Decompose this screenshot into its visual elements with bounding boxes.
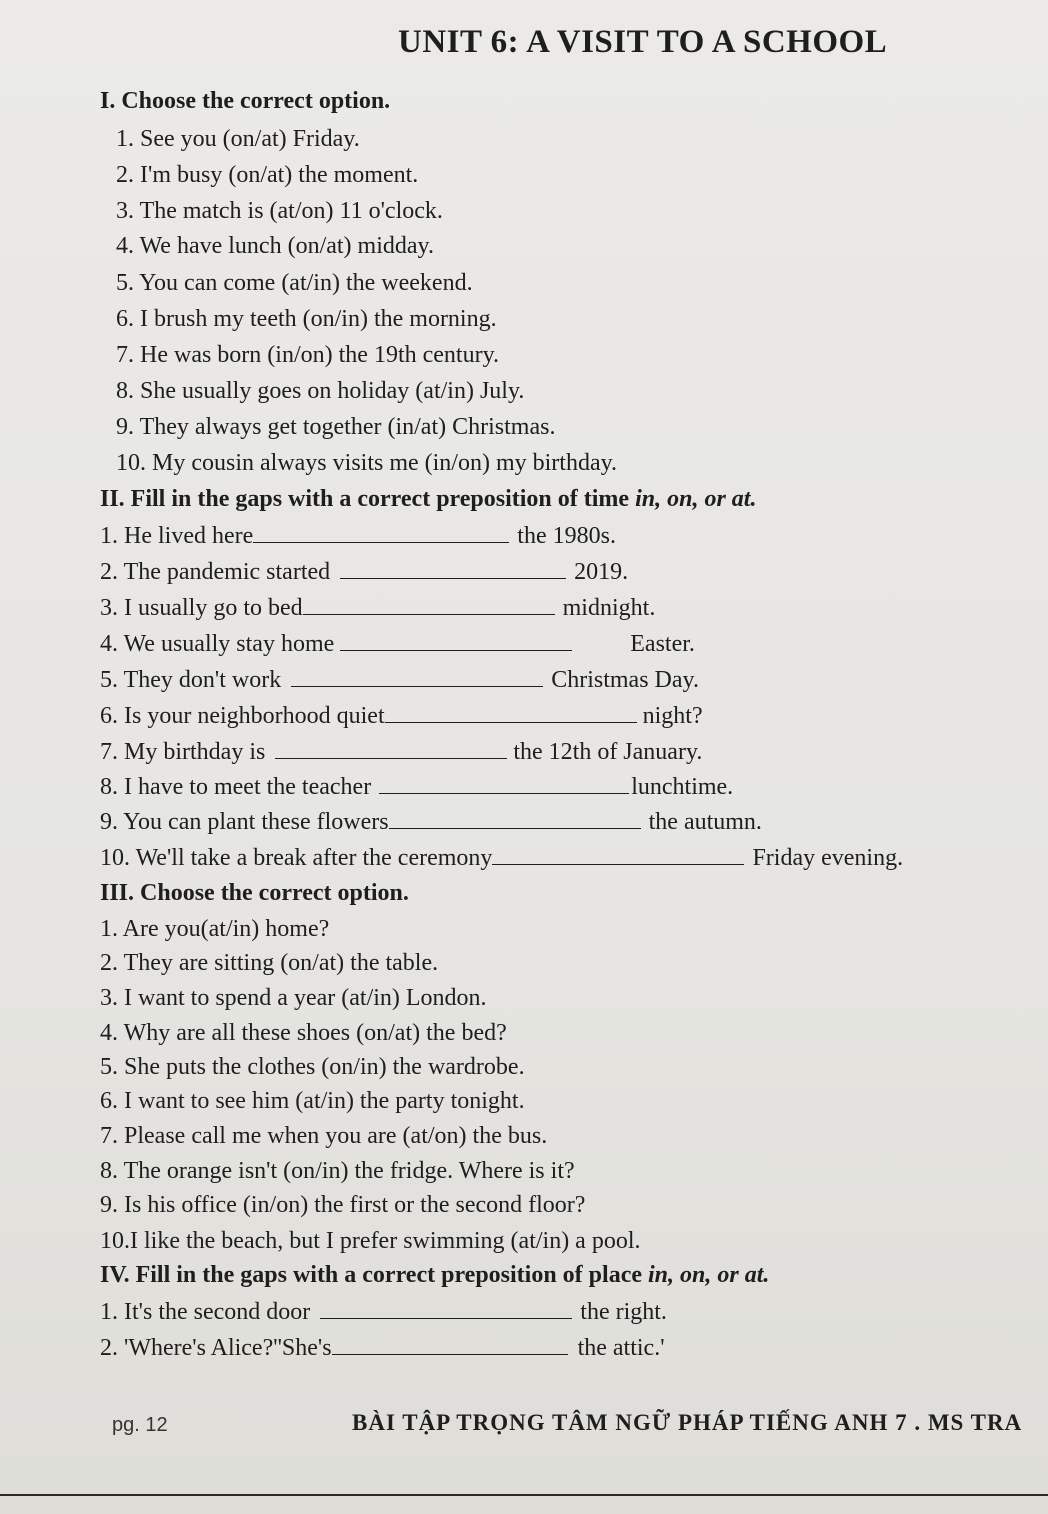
s2-item-8-after: lunchtime. <box>631 774 734 800</box>
s1-item-10: 10. My cousin always visits me (in/on) my birthday. <box>116 450 618 476</box>
s4-item-1-after: the right. <box>580 1299 667 1325</box>
s2-item-1 <box>100 520 616 551</box>
s2-item-7-blank[interactable] <box>275 736 507 759</box>
s4-item-1 <box>100 1296 667 1327</box>
s1-item-1: 1. See you (on/at) Friday. <box>116 126 360 152</box>
s2-item-4-after: Easter. <box>630 631 695 657</box>
s2-item-9-blank[interactable] <box>389 806 641 829</box>
s2-item-1-blank[interactable] <box>253 520 509 543</box>
s2-item-9 <box>100 806 762 837</box>
s2-item-4-blank[interactable] <box>340 628 572 651</box>
s2-item-8 <box>100 771 733 802</box>
s3-item-4: 4. Why are all these shoes (on/at) the bed? <box>100 1020 507 1046</box>
s1-item-9: 9. They always get together (in/at) Christmas. <box>116 414 556 440</box>
s2-item-4 <box>100 628 695 659</box>
s2-item-5-blank[interactable] <box>291 664 543 687</box>
s2-item-10-after: Friday evening. <box>752 845 904 871</box>
s2-item-2-blank[interactable] <box>340 556 566 579</box>
s1-item-6: 6. I brush my teeth (on/in) the morning. <box>116 306 497 332</box>
s3-item-6: 6. I want to see him (at/in) the party tonight. <box>100 1088 525 1114</box>
section-2-heading <box>100 484 756 514</box>
s3-item-5: 5. She puts the clothes (on/in) the wardrobe. <box>100 1054 525 1080</box>
s1-item-5: 5. You can come (at/in) the weekend. <box>116 270 473 296</box>
s3-item-2: 2. They are sitting (on/at) the table. <box>100 950 439 976</box>
s2-item-1-after: the 1980s. <box>517 523 616 549</box>
s2-item-2-after: 2019. <box>574 559 629 585</box>
s3-item-9: 9. Is his office (in/on) the first or the second floor? <box>100 1192 586 1218</box>
s2-item-7 <box>100 736 702 767</box>
s2-item-4-before: 4. We usually stay home <box>100 631 335 657</box>
s2-item-8-blank[interactable] <box>379 771 629 794</box>
s4-item-2-after: the attic.' <box>577 1335 665 1361</box>
s2-item-3-before: 3. I usually go to bed <box>100 595 303 621</box>
page-number: pg. 12 <box>112 1414 168 1436</box>
s2-item-3-blank[interactable] <box>303 592 555 615</box>
s2-item-1-before: 1. He lived here <box>100 523 254 549</box>
s2-item-7-before: 7. My birthday is <box>100 739 266 765</box>
page-title: UNIT 6: A VISIT TO A SCHOOL <box>398 24 888 60</box>
s2-item-10-blank[interactable] <box>492 842 744 865</box>
s3-item-3: 3. I want to spend a year (at/in) London. <box>100 985 487 1011</box>
s2-item-7-after: the 12th of January. <box>513 739 703 765</box>
s3-item-8: 8. The orange isn't (on/in) the fridge. Where is it? <box>100 1158 575 1184</box>
s3-item-1: 1. Are you(at/in) home? <box>100 916 330 942</box>
section-4-heading-options: in, on, or at. <box>648 1262 770 1288</box>
s2-item-10 <box>100 842 903 873</box>
s1-item-3: 3. The match is (at/on) 11 o'clock. <box>116 198 443 224</box>
s2-item-5-after: Christmas Day. <box>551 667 699 693</box>
s2-item-6-before: 6. Is your neighborhood quiet <box>100 703 385 729</box>
section-4-heading <box>100 1260 769 1290</box>
s3-item-10: 10.I like the beach, but I prefer swimming (at/in) a pool. <box>100 1228 641 1254</box>
s2-item-5-before: 5. They don't work <box>100 667 282 693</box>
section-2-heading-options: in, on, or at. <box>635 486 757 512</box>
footer-book-title: BÀI TẬP TRỌNG TÂM NGỮ PHÁP TIẾNG ANH 7 . MS TRA <box>352 1410 1023 1435</box>
s4-item-1-blank[interactable] <box>320 1296 572 1319</box>
section-1-heading: I. Choose the correct option. <box>100 88 391 114</box>
s2-item-2 <box>100 556 628 587</box>
s2-item-2-before: 2. The pandemic started <box>100 559 331 585</box>
s3-item-7: 7. Please call me when you are (at/on) the bus. <box>100 1123 548 1149</box>
s4-item-2-before: 2. 'Where's Alice?''She's <box>100 1335 332 1361</box>
s4-item-2-blank[interactable] <box>332 1332 568 1355</box>
section-2-heading-text: II. Fill in the gaps with a correct preposition of time <box>100 486 636 512</box>
s1-item-8: 8. She usually goes on holiday (at/in) July. <box>116 378 525 404</box>
s2-item-5 <box>100 664 699 695</box>
section-3-heading: III. Choose the correct option. <box>100 880 409 906</box>
s2-item-6 <box>100 700 703 731</box>
s1-item-7: 7. He was born (in/on) the 19th century. <box>116 342 500 368</box>
s2-item-3-after: midnight. <box>562 595 656 621</box>
s2-item-8-before: 8. I have to meet the teacher <box>100 774 372 800</box>
s2-item-3 <box>100 592 655 623</box>
s1-item-2: 2. I'm busy (on/at) the moment. <box>116 162 419 188</box>
s2-item-9-after: the autumn. <box>648 809 762 835</box>
section-4-heading-text: IV. Fill in the gaps with a correct preposition of place <box>100 1262 648 1288</box>
s4-item-2 <box>100 1332 665 1363</box>
s1-item-4: 4. We have lunch (on/at) midday. <box>116 233 434 259</box>
s4-item-1-before: 1. It's the second door <box>100 1299 311 1325</box>
s2-item-6-blank[interactable] <box>385 700 637 723</box>
footer-divider <box>0 1494 1048 1496</box>
s2-item-10-before: 10. We'll take a break after the ceremony <box>100 845 493 871</box>
s2-item-6-after: night? <box>642 703 703 729</box>
s2-item-9-before: 9. You can plant these flowers <box>100 809 389 835</box>
